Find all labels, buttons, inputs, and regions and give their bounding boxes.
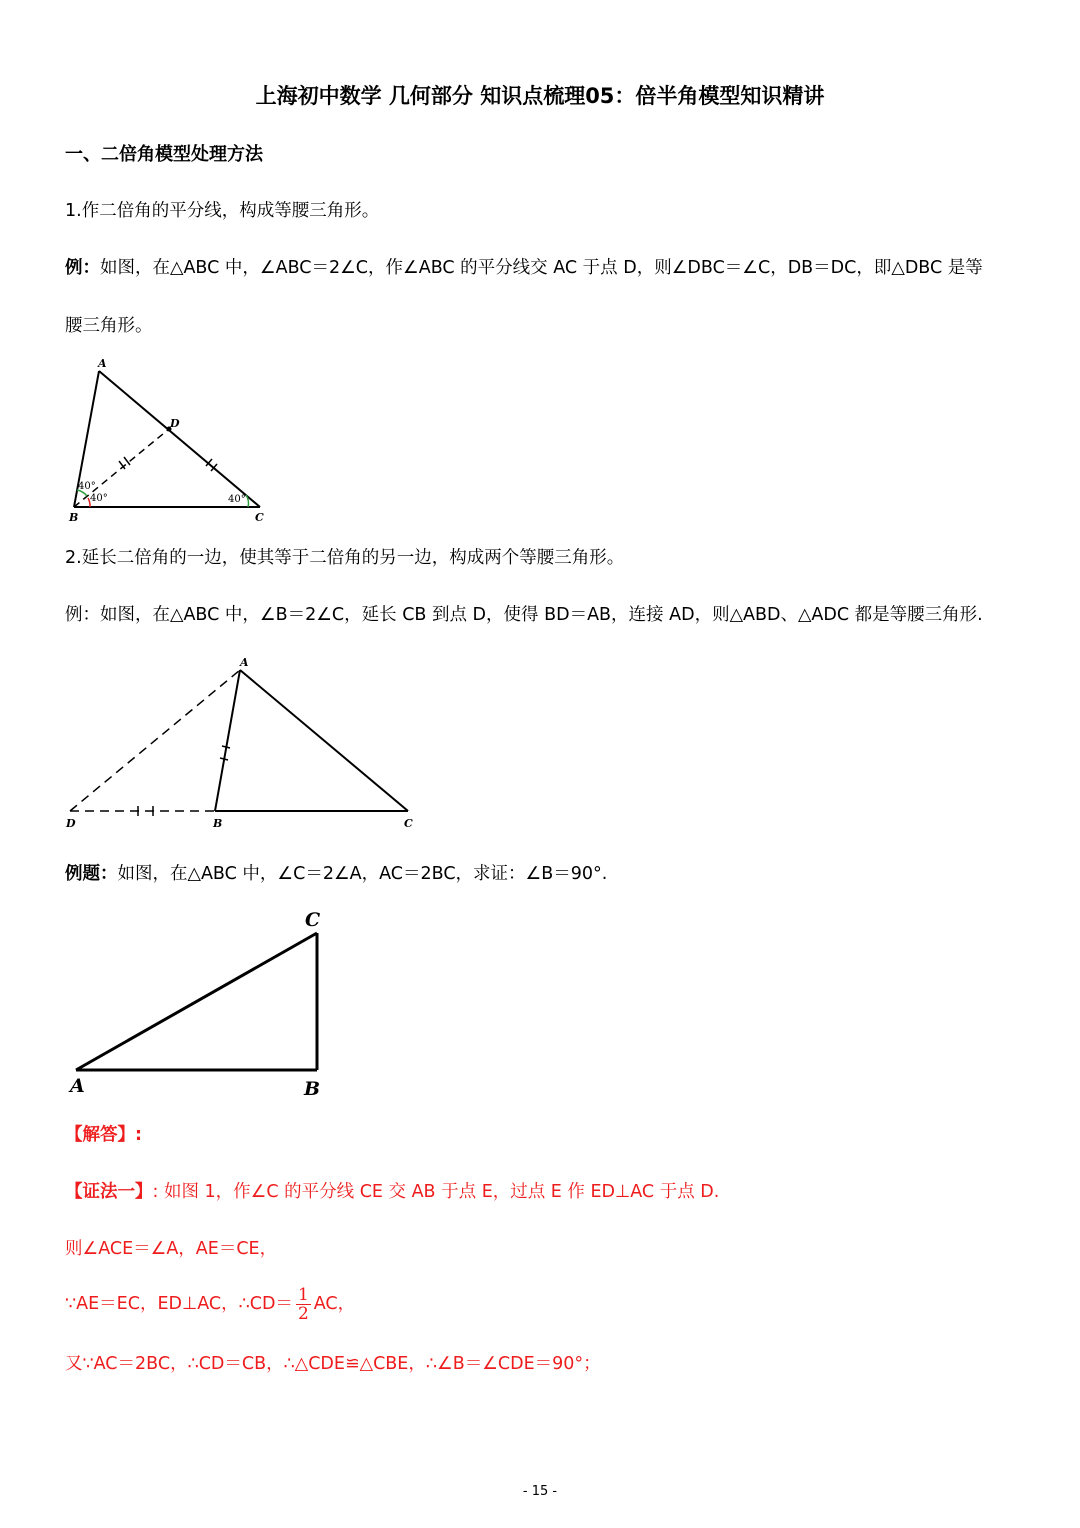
example-1-line-1 [65, 254, 983, 282]
segment-ad [70, 670, 240, 811]
fraction-numerator: 1 [297, 1284, 309, 1305]
angle-label-top: 40° [78, 481, 96, 492]
page-title: 上海初中数学 几何部分 知识点梳理05：倍半角模型知识精讲 [255, 84, 825, 108]
proof-1-text: : 如图 1，作∠C 的平分线 CE 交 AB 于点 E，过点 E 作 ED⊥AC 于点 D. [152, 1182, 720, 1202]
side-ac [240, 670, 408, 811]
angle-label-bottom: 40° [90, 493, 108, 504]
side-ab [215, 670, 240, 811]
section-heading: 一、二倍角模型处理方法 [65, 144, 263, 165]
example-1-text: 如图，在△ABC 中，∠ABC＝2∠C，作∠ABC 的平分线交 AC 于点 D，则∠DBC＝∠C，DB＝DC，即△DBC 是等 [100, 258, 983, 278]
method-2: 2.延长二倍角的一边，使其等于二倍角的另一边，构成两个等腰三角形。 [65, 548, 625, 568]
tick-ab-2 [220, 758, 228, 760]
label-b: B [69, 511, 79, 524]
example-2: 例：如图，在△ABC 中，∠B＝2∠C，延长 CB 到点 D，使得 BD＝AB，连接 AD，则△ABD、△ADC 都是等腰三角形. [65, 605, 983, 625]
side-ac [99, 371, 260, 507]
label-b: B [213, 817, 223, 830]
figure-1 [60, 355, 280, 525]
problem-label: 例题： [65, 864, 118, 884]
label-c: C [305, 909, 321, 931]
line-3-pre: ∵AE＝EC，ED⊥AC，∴CD＝ [65, 1294, 293, 1314]
page-number: - 15 - [522, 1484, 558, 1499]
answer-label: 【解答】: [65, 1125, 142, 1145]
proof-1-label: 【证法一】 [65, 1182, 153, 1202]
tick-bd-2 [124, 457, 130, 465]
label-d: D [66, 817, 76, 830]
figure-2 [60, 652, 430, 834]
bisector-bd [74, 429, 169, 507]
label-a: A [70, 1075, 85, 1097]
line-3-post: AC， [313, 1294, 356, 1314]
label-a: A [240, 656, 249, 669]
side-ac [76, 933, 317, 1070]
label-c: C [404, 817, 413, 830]
example-1-line-2: 腰三角形。 [65, 316, 153, 336]
label-c: C [255, 511, 264, 524]
proof-1-line-2: 则∠ACE＝∠A，AE＝CE， [65, 1239, 278, 1259]
label-b: B [304, 1078, 321, 1100]
figure-3 [60, 904, 340, 1104]
method-1: 1.作二倍角的平分线，构成等腰三角形。 [65, 201, 380, 221]
proof-1-line-1 [65, 1178, 719, 1206]
fraction-one-half [296, 1286, 311, 1323]
problem [65, 860, 607, 888]
label-a: A [98, 357, 107, 370]
fraction-denominator: 2 [297, 1303, 309, 1324]
proof-1-line-4: 又∵AC＝2BC，∴CD＝CB，∴△CDE≌△CBE，∴∠B＝∠CDE＝90°； [65, 1354, 601, 1374]
tick-ab-1 [222, 746, 230, 748]
problem-text: 如图，在△ABC 中，∠C＝2∠A，AC＝2BC，求证：∠B＝90°. [117, 864, 608, 884]
label-d: D [170, 417, 180, 430]
proof-1-line-3 [65, 1282, 355, 1326]
angle-label-c: 40° [228, 494, 246, 505]
example-1-label: 例： [65, 258, 100, 278]
